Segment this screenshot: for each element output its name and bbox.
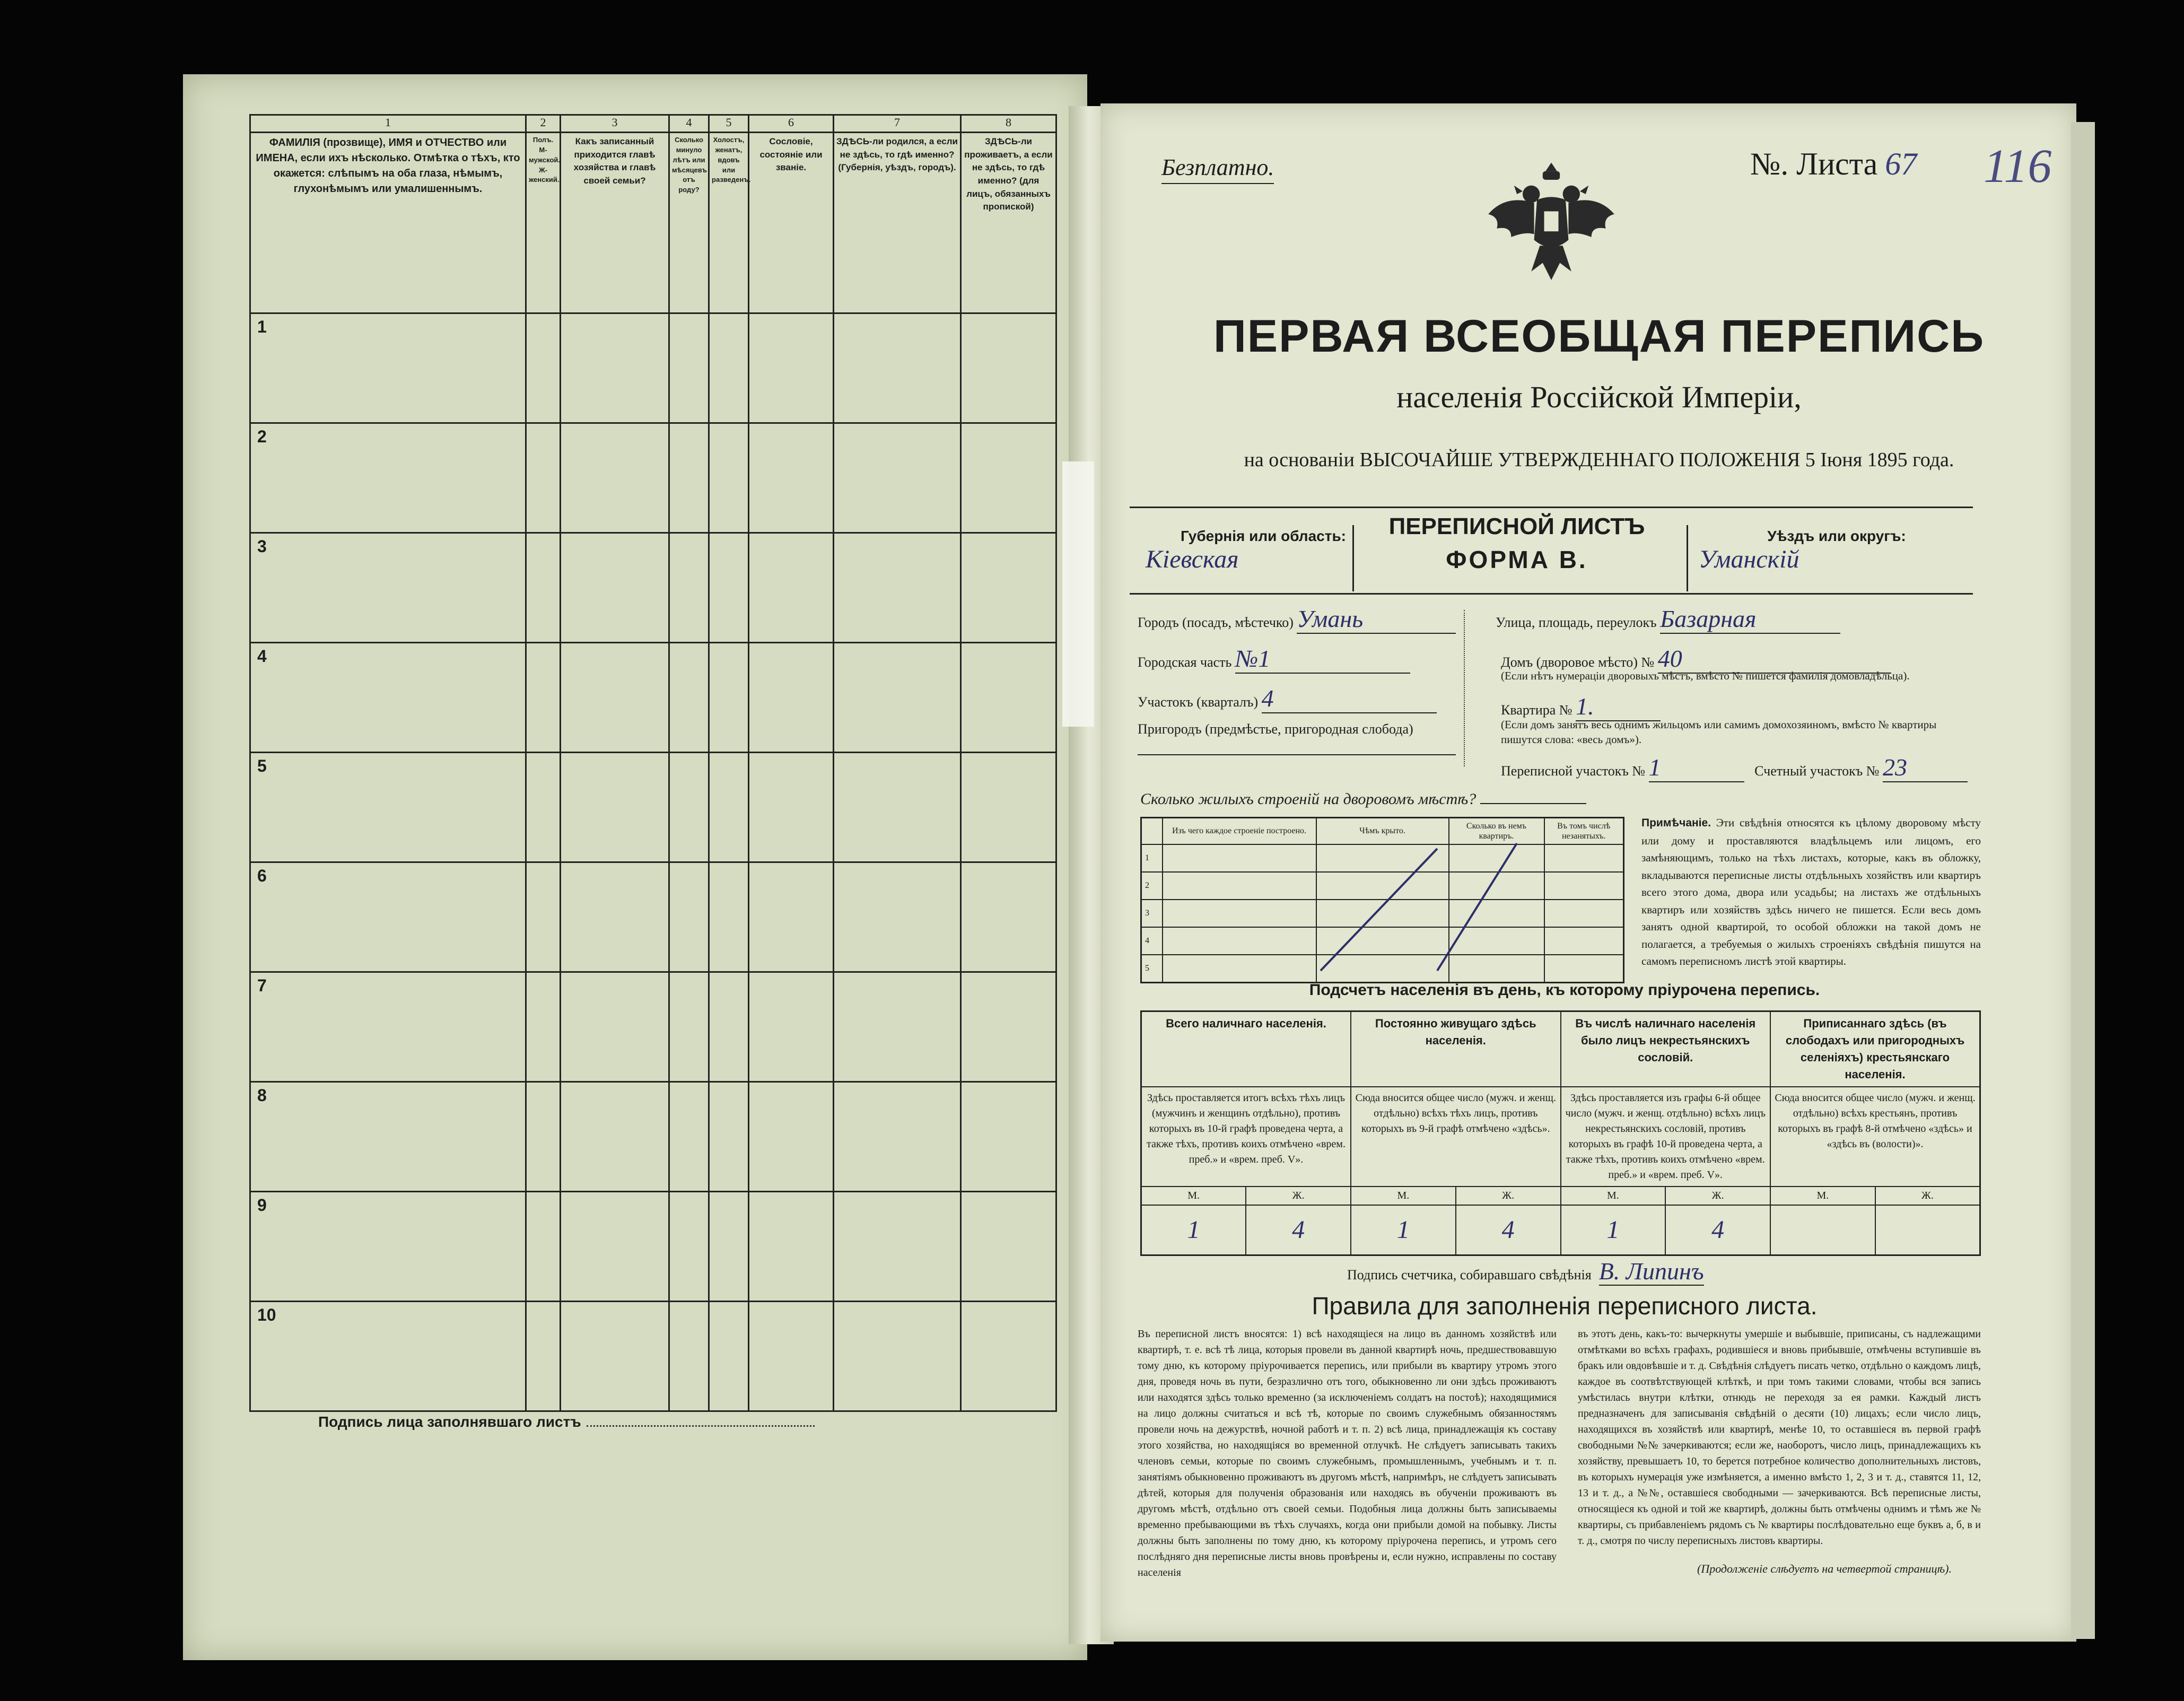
column-number: 5 [709, 115, 749, 133]
column-number: 7 [834, 115, 961, 133]
paper-tape [1062, 461, 1094, 727]
male-count: 1 [1141, 1205, 1246, 1255]
rules-column-1: Въ переписной листъ вносятся: 1) всѣ находящіеся на лицо въ данномъ хозяйствѣ или квартирѣ, т. е. всѣ тѣ лица, которыя провели въ данной квартирѣ ночь, предшествовавшую тому дню, къ которому пріурочивается перепись, или прибыли въ квартиру утромъ этого дня, проведя ночь въ пути, безразлично отъ того, обыкновенно ли они здѣсь проживаютъ или находятся здѣсь только временно (за исключеніемъ солдатъ на постоѣ); находящимися на лицо должны считаться и всѣ тѣ, которые по своимъ служебнымъ обязанностямъ провели ночь на дежурствѣ, ночной работѣ и т. п. 2) всѣ лица, принадлежащія къ составу этого хозяйства, но находящіяся во временной отлучкѣ. Не слѣдуетъ записывать такихъ членовъ семьи, которые по своимъ служебнымъ, промышленнымъ, учебнымъ и т. п. занятіямъ обыкновенно проживаютъ въ другомъ мѣстѣ, напримѣръ, не слѣдуетъ записывать дѣтей, которыя для полученія образованія или находясь въ обученіи проживаютъ въ другомъ мѣстѣ, отдѣльно отъ своей семьи. Подобныя лица должны быть записываемы временно пребывающими въ тѣхъ случаяхъ, когда они прибыли домой на побывку. Листы должны быть заполнены по тому дню, къ которому пріурочена перепись, и утромъ сего послѣдняго дня переписные листы вновь провѣрены и, если нужно, исправлены по составу населенія [1138, 1328, 1557, 1578]
sheet-number [1750, 146, 1917, 182]
gubernia-box [1135, 525, 1354, 591]
sheet-number-handwritten: 67 [1885, 146, 1917, 181]
city-part-label: Городская часть [1138, 655, 1232, 670]
apartment-note: (Если домъ занятъ весь однимъ жильцомъ или самимъ домохозяиномъ, вмѣсто № квартиры пишутся слова: «весь домъ»). [1501, 718, 1937, 746]
census-district-label: Переписной участокъ № [1501, 763, 1646, 779]
column-header-marital: Холостъ, женатъ, вдовъ или разведенъ. [709, 133, 749, 313]
house-label: Домъ (дворовое мѣсто) № [1501, 655, 1655, 670]
continuation-note: (Продолженіе слѣдуетъ на четвертой страницѣ). [1697, 1562, 1952, 1575]
column-number-row [250, 115, 1056, 133]
column-header-age: Сколько минуло лѣтъ или мѣсяцевъ отъ роду? [669, 133, 709, 313]
filler-signature-label: Подпись лица заполнявшаго листъ [318, 1414, 581, 1430]
note-block [1641, 814, 1981, 970]
gubernia-value: Кіевская [1146, 545, 1239, 573]
male-label: М. [1141, 1187, 1246, 1205]
male-label: М. [1770, 1187, 1875, 1205]
field-divider [1464, 610, 1466, 766]
buildings-header: Чѣмъ крыто. [1316, 818, 1449, 845]
free-label: Безплатно. [1161, 154, 1274, 184]
form-title [1358, 509, 1676, 574]
buildings-header: Сколько въ немъ квартиръ. [1449, 818, 1544, 845]
count-header: Приписаннаго здѣсь (въ слободахъ или пригородныхъ селеніяхъ) крестьянскаго населенія. [1770, 1011, 1980, 1087]
column-header-relation: Какъ записанный приходится главѣ хозяйства и главѣ своей семьи? [561, 133, 669, 313]
strike-line [1437, 843, 1517, 971]
column-number: 2 [526, 115, 561, 133]
column-header-birthplace: ЗДѢСЬ-ли родился, а если не здѣсь, то гдѣ именно? (Губернія, уѣздъ, городъ). [834, 133, 961, 313]
strike-line [1321, 849, 1437, 971]
table-row [250, 1192, 1056, 1302]
enumerator-signature-line [1347, 1257, 1704, 1285]
column-header-name: ФАМИЛІЯ (прозвище), ИМЯ и ОТЧЕСТВО или ИМЕНА, если ихъ нѣсколько. Отмѣтка о тѣхъ, кто окажется: слѣпымъ на оба глаза, нѣмымъ, глухонѣмымъ или умалишеннымъ. [250, 133, 526, 313]
row-number: 6 [250, 862, 526, 972]
table-row [250, 313, 1056, 423]
male-count: 1 [1561, 1205, 1666, 1255]
female-count: 4 [1665, 1205, 1770, 1255]
column-header-estate: Сословіе, состояніе или званіе. [749, 133, 834, 313]
census-table [249, 114, 1057, 1412]
page-edge [2071, 122, 2095, 1639]
buildings-question-text: Сколько жилыхъ строеній на дворовомъ мѣстѣ? [1140, 790, 1477, 808]
enumerator-label: Подпись счетчика, собиравшаго свѣдѣнія [1347, 1267, 1592, 1283]
row-number: 9 [250, 1192, 526, 1302]
male-label: М. [1351, 1187, 1456, 1205]
population-count-table [1140, 1010, 1981, 1256]
apartment-label: Квартира № [1501, 702, 1573, 718]
row-number: 10 [250, 1302, 526, 1411]
buildings-header: Изъ чего каждое строеніе построено. [1163, 818, 1316, 845]
female-count [1875, 1205, 1980, 1255]
buildings-row-number: 1 [1141, 844, 1163, 872]
female-label: Ж. [1665, 1187, 1770, 1205]
count-description: Сюда вносится общее число (мужч. и женщ. отдѣльно) всѣхъ тѣхъ лицъ, противъ которыхъ въ 9-й графѣ отмѣчено «здѣсь». [1351, 1087, 1561, 1187]
census-subtitle: населенія Россійской Имперіи, [1396, 380, 1802, 414]
signature-dotted-line [587, 1425, 815, 1427]
district-label: Участокъ (кварталъ) [1138, 694, 1259, 710]
buildings-row-number: 5 [1141, 955, 1163, 983]
buildings-answer-line [1480, 803, 1586, 804]
count-district-label: Счетный участокъ № [1754, 763, 1880, 779]
female-label: Ж. [1246, 1187, 1351, 1205]
form-title-main: ПЕРЕПИСНОЙ ЛИСТЪ [1388, 513, 1645, 539]
census-district-field [1501, 753, 1968, 782]
apartment-value: 1. [1576, 692, 1661, 721]
street-field [1496, 605, 1840, 634]
district-field [1138, 684, 1437, 713]
city-part-value: №1 [1235, 644, 1410, 674]
table-row [250, 423, 1056, 533]
buildings-question [1140, 790, 1586, 808]
gubernia-label: Губернія или область: [1180, 528, 1346, 544]
table-row [250, 643, 1056, 753]
column-number: 3 [561, 115, 669, 133]
suburb-field [1138, 721, 1413, 737]
table-row [250, 533, 1056, 643]
double-headed-eagle-icon [1480, 151, 1623, 294]
female-count: 4 [1246, 1205, 1351, 1255]
column-number: 8 [961, 115, 1056, 133]
row-number: 7 [250, 972, 526, 1082]
census-title: ПЕРВАЯ ВСЕОБЩАЯ ПЕРЕПИСЬ [1213, 311, 1985, 362]
row-number: 4 [250, 643, 526, 753]
male-label: М. [1561, 1187, 1666, 1205]
suburb-label: Пригородъ (предмѣстье, пригородная слобода) [1138, 721, 1413, 737]
row-number: 2 [250, 423, 526, 533]
population-count-title: Подсчетъ населенія въ день, къ которому пріурочена перепись. [1309, 981, 1820, 999]
table-row [250, 972, 1056, 1082]
count-description: Здѣсь проставляется итогъ всѣхъ тѣхъ лицъ (мужчинъ и женщинъ отдѣльно), противъ которыхъ въ 10-й графѣ проведена черта, а также тѣхъ, противъ коихъ отмѣчено «врем. преб.» и «врем. преб. V». [1141, 1087, 1351, 1187]
sheet-number-label: №. Листа [1750, 146, 1878, 181]
rules-title: Правила для заполненія переписного листа. [1312, 1292, 1818, 1320]
count-description: Здѣсь проставляется изъ графы 6-й общее число (мужч. и женщ. отдѣльно) всѣхъ лицъ некрестьянскихъ сословій, противъ которыхъ въ графѣ 10-й проведена черта, а также тѣхъ, противъ коихъ отмѣчено «врем. преб.» и «врем. преб. V». [1561, 1087, 1771, 1187]
buildings-row-number: 3 [1141, 900, 1163, 927]
column-number: 4 [669, 115, 709, 133]
female-count: 4 [1456, 1205, 1561, 1255]
row-number: 3 [250, 533, 526, 643]
column-number: 6 [749, 115, 834, 133]
female-label: Ж. [1456, 1187, 1561, 1205]
buildings-row-number: 4 [1141, 927, 1163, 955]
row-number: 1 [250, 313, 526, 423]
male-count: 1 [1351, 1205, 1456, 1255]
table-row [250, 1302, 1056, 1411]
census-district-value: 1 [1649, 753, 1744, 782]
column-header-residence: ЗДѢСЬ-ли проживаетъ, а если не здѣсь, то гдѣ именно? (для лицъ, обязанныхъ пропиской) [961, 133, 1056, 313]
table-row [250, 753, 1056, 862]
filler-signature-line [318, 1414, 815, 1430]
uezd-label: Уѣздъ или округъ: [1767, 528, 1906, 544]
city-field [1138, 605, 1456, 634]
count-header: Всего наличнаго населенія. [1141, 1011, 1351, 1087]
uezd-value: Уманскій [1699, 545, 1799, 573]
street-value: Базарная [1660, 605, 1840, 634]
city-label: Городъ (посадъ, мѣстечко) [1138, 615, 1294, 630]
column-number: 1 [250, 115, 526, 133]
house-value: 40 [1658, 644, 1891, 674]
uezd-box [1687, 525, 1975, 591]
count-header: Постоянно живущаго здѣсь населенія. [1351, 1011, 1561, 1087]
city-value: Умань [1297, 605, 1456, 634]
row-number: 8 [250, 1082, 526, 1192]
house-note: (Если нѣтъ нумерацiи дворовыхъ мѣстъ, вмѣсто № пишется фамилія домовладѣльца). [1501, 669, 1910, 682]
table-row [250, 862, 1056, 972]
female-label: Ж. [1875, 1187, 1980, 1205]
count-description: Сюда вносится общее число (мужч. и женщ. отдѣльно) всѣхъ крестьянъ, противъ которыхъ въ графѣ 8-й отмѣчено «здѣсь» и «здѣсь въ (волости)». [1770, 1087, 1980, 1187]
cross-out-strokes [1140, 817, 1623, 973]
rules-column-2: въ этотъ день, какъ-то: вычеркнуты умершіе и выбывшіе, приписаны, съ надлежащими отмѣтками во всѣхъ графахъ, родившіеся и вновь прибывшіе, отмѣчены вступившіе въ бракъ или овдовѣвшіе и т. д. Свѣдѣнія слѣдуетъ писать четко, отдѣльно о каждомъ лицѣ, каждое въ соотвѣтствующей клѣткѣ, и при томъ такими словами, чтобы вся запись умѣстилась внутри клѣтки, отнюдь не переходя за ея рамки. Каждый листъ предназначенъ для записыванія свѣдѣній о десяти (10) лицахъ; если число лицъ, находящихся въ хозяйствѣ или квартирѣ, менѣе 10, то оставшіеся въ первой графѣ свободными №№ зачеркиваются; если же, наоборотъ, число лицъ, принадлежащихъ къ хозяйству, превышаетъ 10, то берется потребное количество дополнительныхъ листовъ, въ которыхъ нумерація уже измѣняется, а именно вмѣсто 1, 2, 3 и т. д., ставятся 11, 12, 13 и т. д., а №№, оставшіеся свободными — зачеркиваются. Всѣ переписные листы, относящіеся къ одной и той же квартирѣ, должны быть отмѣчены однимъ и тѣмъ же № квартиры, съ прибавленіемъ рядомъ съ № квартиры послѣдовательно еще буквъ а, б, в и т. д., смотря по числу переписныхъ листовъ квартиры. [1578, 1328, 1981, 1547]
district-value: 4 [1262, 684, 1437, 713]
note-text: Эти свѣдѣнія относятся къ цѣлому дворовому мѣсту или дому и проставляются владѣльцемъ или лицомъ, его замѣняющимъ, только на тѣхъ листахъ, которые, какъ въ обложку, вкладываются переписные листы отдѣльныхъ хозяйствъ или квартиръ всего этого дома, двора или усадьбы; на листахъ же отдѣльныхъ квартиръ или хозяйствъ здѣсь ничего не пишется. Если весь домъ занятъ одной квартирой, то особой обложки на такой домъ не полагается, а требуемыя о жилыхъ строеніяхъ свѣдѣнія пишутся на самомъ переписномъ листѣ этой квартиры. [1641, 816, 1981, 968]
enumerator-signature: В. Липинъ [1598, 1258, 1704, 1285]
archive-number: 116 [1984, 140, 2052, 193]
row-number: 5 [250, 753, 526, 862]
suburb-line [1138, 753, 1456, 755]
male-count [1770, 1205, 1875, 1255]
buildings-header: Въ томъ числѣ незанятыхъ. [1544, 818, 1624, 845]
census-basis: на основаніи ВЫСОЧАЙШЕ УТВЕРЖДЕННАГО ПОЛОЖЕНІЯ 5 Іюня 1895 года. [1244, 449, 1954, 471]
note-title: Примѣчаніе. [1641, 817, 1711, 829]
buildings-row-number: 2 [1141, 872, 1163, 900]
header-row [250, 133, 1056, 313]
count-district-value: 23 [1883, 753, 1968, 782]
column-header-sex: Полъ. М-мужской. Ж-женский. [526, 133, 561, 313]
count-header: Въ числѣ наличнаго населенія было лицъ некрестьянскихъ сословій. [1561, 1011, 1771, 1087]
table-row [250, 1082, 1056, 1192]
street-label: Улица, площадь, переулокъ [1496, 615, 1657, 630]
city-part-field [1138, 644, 1410, 674]
form-title-letter: ФОРМА В. [1446, 546, 1588, 573]
